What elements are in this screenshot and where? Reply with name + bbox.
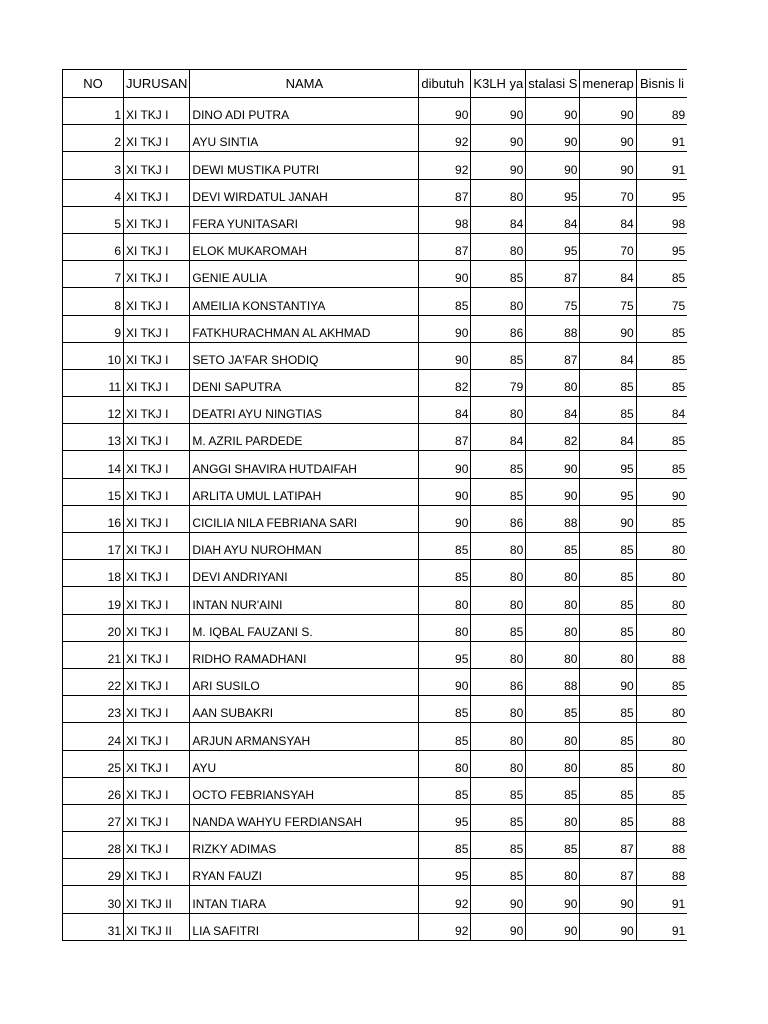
cell-score-1[interactable]: 92 bbox=[419, 886, 471, 913]
cell-score-4[interactable]: 84 bbox=[580, 424, 636, 451]
cell-no[interactable]: 19 bbox=[63, 587, 124, 614]
cell-score-5[interactable]: 95 bbox=[636, 179, 687, 206]
cell-score-2[interactable]: 86 bbox=[471, 315, 526, 342]
table-row bbox=[63, 179, 688, 206]
cell-jurusan[interactable]: XI TKJ I bbox=[124, 98, 190, 125]
cell-nama[interactable]: INTAN NUR'AINI bbox=[190, 587, 419, 614]
cell-no[interactable]: 7 bbox=[63, 261, 124, 288]
cell-score-4[interactable]: 95 bbox=[580, 451, 636, 478]
cell-score-5[interactable]: 85 bbox=[636, 424, 687, 451]
cell-no[interactable]: 31 bbox=[63, 913, 124, 940]
table-row bbox=[63, 206, 688, 233]
cell-score-1[interactable]: 90 bbox=[419, 668, 471, 695]
cell-jurusan[interactable]: XI TKJ I bbox=[124, 505, 190, 532]
table-row bbox=[63, 533, 688, 560]
cell-score-4[interactable]: 85 bbox=[580, 777, 636, 804]
cell-nama[interactable]: AYU SINTIA bbox=[190, 125, 419, 152]
cell-score-4[interactable]: 90 bbox=[580, 315, 636, 342]
cell-score-4[interactable]: 85 bbox=[580, 696, 636, 723]
cell-score-5[interactable]: 90 bbox=[636, 478, 687, 505]
cell-score-5[interactable]: 80 bbox=[636, 750, 687, 777]
cell-no[interactable]: 8 bbox=[63, 288, 124, 315]
table-row bbox=[63, 342, 688, 369]
cell-score-2[interactable]: 80 bbox=[471, 288, 526, 315]
cell-score-2[interactable]: 80 bbox=[471, 533, 526, 560]
cell-score-4[interactable]: 75 bbox=[580, 288, 636, 315]
cell-score-2[interactable]: 85 bbox=[471, 614, 526, 641]
cell-score-2[interactable]: 86 bbox=[471, 505, 526, 532]
cell-score-1[interactable]: 87 bbox=[419, 233, 471, 260]
cell-nama[interactable]: M. AZRIL PARDEDE bbox=[190, 424, 419, 451]
cell-jurusan[interactable]: XI TKJ I bbox=[124, 641, 190, 668]
cell-score-1[interactable]: 90 bbox=[419, 261, 471, 288]
cell-score-5[interactable]: 91 bbox=[636, 913, 687, 940]
cell-score-5[interactable]: 80 bbox=[636, 560, 687, 587]
table-row bbox=[63, 424, 688, 451]
cell-score-4[interactable]: 84 bbox=[580, 342, 636, 369]
cell-score-3[interactable]: 75 bbox=[526, 288, 580, 315]
cell-no[interactable]: 12 bbox=[63, 397, 124, 424]
cell-score-1[interactable]: 85 bbox=[419, 288, 471, 315]
cell-nama[interactable]: LIA SAFITRI bbox=[190, 913, 419, 940]
cell-score-2[interactable]: 80 bbox=[471, 723, 526, 750]
cell-no[interactable]: 2 bbox=[63, 125, 124, 152]
table-row bbox=[63, 478, 688, 505]
cell-score-3[interactable]: 88 bbox=[526, 315, 580, 342]
cell-score-2[interactable]: 85 bbox=[471, 832, 526, 859]
cell-score-3[interactable]: 80 bbox=[526, 750, 580, 777]
cell-jurusan[interactable]: XI TKJ I bbox=[124, 478, 190, 505]
cell-score-5[interactable]: 88 bbox=[636, 832, 687, 859]
cell-score-1[interactable]: 95 bbox=[419, 641, 471, 668]
cell-score-5[interactable]: 80 bbox=[636, 614, 687, 641]
table-row bbox=[63, 641, 688, 668]
cell-score-4[interactable]: 90 bbox=[580, 152, 636, 179]
cell-no[interactable]: 16 bbox=[63, 505, 124, 532]
cell-score-5[interactable]: 80 bbox=[636, 723, 687, 750]
cell-score-1[interactable]: 98 bbox=[419, 206, 471, 233]
cell-jurusan[interactable]: XI TKJ I bbox=[124, 777, 190, 804]
cell-score-1[interactable]: 80 bbox=[419, 614, 471, 641]
cell-score-5[interactable]: 88 bbox=[636, 641, 687, 668]
cell-score-1[interactable]: 87 bbox=[419, 179, 471, 206]
cell-score-5[interactable]: 80 bbox=[636, 533, 687, 560]
cell-no[interactable]: 14 bbox=[63, 451, 124, 478]
cell-score-5[interactable]: 85 bbox=[636, 369, 687, 396]
cell-score-3[interactable]: 90 bbox=[526, 125, 580, 152]
cell-score-4[interactable]: 84 bbox=[580, 206, 636, 233]
table-row bbox=[63, 233, 688, 260]
cell-nama[interactable]: RYAN FAUZI bbox=[190, 859, 419, 886]
cell-score-1[interactable]: 85 bbox=[419, 832, 471, 859]
cell-jurusan[interactable]: XI TKJ I bbox=[124, 206, 190, 233]
cell-score-3[interactable]: 88 bbox=[526, 668, 580, 695]
cell-score-4[interactable]: 70 bbox=[580, 233, 636, 260]
table-row bbox=[63, 750, 688, 777]
cell-score-3[interactable]: 80 bbox=[526, 560, 580, 587]
cell-score-1[interactable]: 80 bbox=[419, 587, 471, 614]
cell-score-1[interactable]: 80 bbox=[419, 750, 471, 777]
header-row bbox=[63, 70, 688, 98]
cell-score-4[interactable]: 85 bbox=[580, 560, 636, 587]
header-score-4[interactable]: menerap bbox=[580, 70, 636, 98]
cell-score-4[interactable]: 95 bbox=[580, 478, 636, 505]
cell-nama[interactable]: ARJUN ARMANSYAH bbox=[190, 723, 419, 750]
cell-score-3[interactable]: 90 bbox=[526, 152, 580, 179]
cell-score-3[interactable]: 90 bbox=[526, 886, 580, 913]
cell-no[interactable]: 22 bbox=[63, 668, 124, 695]
cell-score-4[interactable]: 90 bbox=[580, 125, 636, 152]
cell-score-1[interactable]: 85 bbox=[419, 723, 471, 750]
table-row bbox=[63, 777, 688, 804]
cell-score-2[interactable]: 80 bbox=[471, 641, 526, 668]
cell-score-4[interactable]: 85 bbox=[580, 750, 636, 777]
cell-score-3[interactable]: 82 bbox=[526, 424, 580, 451]
cell-score-2[interactable]: 80 bbox=[471, 587, 526, 614]
cell-jurusan[interactable]: XI TKJ I bbox=[124, 804, 190, 831]
cell-nama[interactable]: GENIE AULIA bbox=[190, 261, 419, 288]
cell-no[interactable]: 30 bbox=[63, 886, 124, 913]
cell-nama[interactable]: ARLITA UMUL LATIPAH bbox=[190, 478, 419, 505]
cell-nama[interactable]: M. IQBAL FAUZANI S. bbox=[190, 614, 419, 641]
cell-score-2[interactable]: 80 bbox=[471, 696, 526, 723]
cell-score-5[interactable]: 85 bbox=[636, 777, 687, 804]
cell-score-2[interactable]: 85 bbox=[471, 342, 526, 369]
cell-score-4[interactable]: 85 bbox=[580, 587, 636, 614]
cell-nama[interactable]: FATKHURACHMAN AL AKHMAD bbox=[190, 315, 419, 342]
cell-score-5[interactable]: 89 bbox=[636, 98, 687, 125]
cell-score-2[interactable]: 80 bbox=[471, 397, 526, 424]
cell-nama[interactable]: AAN SUBAKRI bbox=[190, 696, 419, 723]
cell-score-3[interactable]: 90 bbox=[526, 913, 580, 940]
cell-score-1[interactable]: 85 bbox=[419, 560, 471, 587]
cell-no[interactable]: 27 bbox=[63, 804, 124, 831]
cell-score-5[interactable]: 85 bbox=[636, 261, 687, 288]
cell-score-5[interactable]: 80 bbox=[636, 587, 687, 614]
cell-no[interactable]: 9 bbox=[63, 315, 124, 342]
cell-score-1[interactable]: 90 bbox=[419, 315, 471, 342]
cell-score-1[interactable]: 85 bbox=[419, 533, 471, 560]
cell-score-5[interactable]: 95 bbox=[636, 233, 687, 260]
cell-score-2[interactable]: 85 bbox=[471, 451, 526, 478]
cell-no[interactable]: 18 bbox=[63, 560, 124, 587]
cell-jurusan[interactable]: XI TKJ I bbox=[124, 397, 190, 424]
table-row bbox=[63, 261, 688, 288]
cell-jurusan[interactable]: XI TKJ I bbox=[124, 261, 190, 288]
cell-nama[interactable]: AMEILIA KONSTANTIYA bbox=[190, 288, 419, 315]
cell-score-5[interactable]: 98 bbox=[636, 206, 687, 233]
cell-jurusan[interactable]: XI TKJ I bbox=[124, 614, 190, 641]
cell-nama[interactable]: ELOK MUKAROMAH bbox=[190, 233, 419, 260]
cell-score-4[interactable]: 90 bbox=[580, 505, 636, 532]
cell-score-5[interactable]: 85 bbox=[636, 342, 687, 369]
table-row bbox=[63, 804, 688, 831]
cell-score-1[interactable]: 95 bbox=[419, 859, 471, 886]
cell-score-2[interactable]: 85 bbox=[471, 859, 526, 886]
cell-score-1[interactable]: 90 bbox=[419, 98, 471, 125]
cell-score-3[interactable]: 85 bbox=[526, 832, 580, 859]
table-row bbox=[63, 369, 688, 396]
cell-no[interactable]: 21 bbox=[63, 641, 124, 668]
header-score-2[interactable]: K3LH ya bbox=[471, 70, 526, 98]
cell-score-1[interactable]: 92 bbox=[419, 152, 471, 179]
cell-nama[interactable]: DEVI WIRDATUL JANAH bbox=[190, 179, 419, 206]
cell-score-3[interactable]: 80 bbox=[526, 614, 580, 641]
cell-score-5[interactable]: 84 bbox=[636, 397, 687, 424]
cell-score-2[interactable]: 80 bbox=[471, 560, 526, 587]
cell-nama[interactable]: INTAN TIARA bbox=[190, 886, 419, 913]
header-score-3[interactable]: stalasi S bbox=[526, 70, 580, 98]
cell-nama[interactable]: DEVI ANDRIYANI bbox=[190, 560, 419, 587]
table-row bbox=[63, 451, 688, 478]
cell-jurusan[interactable]: XI TKJ I bbox=[124, 424, 190, 451]
cell-score-4[interactable]: 85 bbox=[580, 614, 636, 641]
cell-jurusan[interactable]: XI TKJ I bbox=[124, 859, 190, 886]
cell-nama[interactable]: DIAH AYU NUROHMAN bbox=[190, 533, 419, 560]
cell-no[interactable]: 28 bbox=[63, 832, 124, 859]
table-row bbox=[63, 859, 688, 886]
cell-score-3[interactable]: 87 bbox=[526, 261, 580, 288]
cell-no[interactable]: 25 bbox=[63, 750, 124, 777]
grades-table bbox=[62, 69, 687, 941]
table-row bbox=[63, 98, 688, 125]
cell-score-2[interactable]: 90 bbox=[471, 125, 526, 152]
table-row bbox=[63, 913, 688, 940]
cell-score-2[interactable]: 90 bbox=[471, 913, 526, 940]
cell-jurusan[interactable]: XI TKJ I bbox=[124, 342, 190, 369]
cell-score-1[interactable]: 87 bbox=[419, 424, 471, 451]
cell-score-1[interactable]: 90 bbox=[419, 478, 471, 505]
cell-score-4[interactable]: 90 bbox=[580, 913, 636, 940]
cell-score-3[interactable]: 95 bbox=[526, 179, 580, 206]
header-score-1[interactable]: dibutuh bbox=[419, 70, 471, 98]
cell-score-5[interactable]: 88 bbox=[636, 859, 687, 886]
cell-score-5[interactable]: 91 bbox=[636, 125, 687, 152]
cell-jurusan[interactable]: XI TKJ II bbox=[124, 886, 190, 913]
cell-score-4[interactable]: 84 bbox=[580, 261, 636, 288]
cell-score-3[interactable]: 90 bbox=[526, 451, 580, 478]
table-row bbox=[63, 397, 688, 424]
cell-score-1[interactable]: 92 bbox=[419, 125, 471, 152]
table-row bbox=[63, 288, 688, 315]
cell-score-2[interactable]: 85 bbox=[471, 777, 526, 804]
table-row bbox=[63, 315, 688, 342]
cell-no[interactable]: 24 bbox=[63, 723, 124, 750]
cell-score-2[interactable]: 80 bbox=[471, 233, 526, 260]
cell-score-2[interactable]: 84 bbox=[471, 206, 526, 233]
cell-score-3[interactable]: 85 bbox=[526, 696, 580, 723]
cell-nama[interactable]: ANGGI SHAVIRA HUTDAIFAH bbox=[190, 451, 419, 478]
cell-jurusan[interactable]: XI TKJ II bbox=[124, 913, 190, 940]
cell-score-1[interactable]: 82 bbox=[419, 369, 471, 396]
cell-score-3[interactable]: 80 bbox=[526, 587, 580, 614]
cell-nama[interactable]: FERA YUNITASARI bbox=[190, 206, 419, 233]
cell-nama[interactable]: ARI SUSILO bbox=[190, 668, 419, 695]
cell-score-5[interactable]: 85 bbox=[636, 505, 687, 532]
cell-nama[interactable]: RIDHO RAMADHANI bbox=[190, 641, 419, 668]
cell-score-1[interactable]: 90 bbox=[419, 342, 471, 369]
cell-score-4[interactable]: 70 bbox=[580, 179, 636, 206]
cell-nama[interactable]: AYU bbox=[190, 750, 419, 777]
cell-score-4[interactable]: 90 bbox=[580, 98, 636, 125]
cell-score-3[interactable]: 80 bbox=[526, 859, 580, 886]
cell-score-5[interactable]: 75 bbox=[636, 288, 687, 315]
cell-score-5[interactable]: 85 bbox=[636, 668, 687, 695]
cell-jurusan[interactable]: XI TKJ I bbox=[124, 179, 190, 206]
table-row bbox=[63, 723, 688, 750]
cell-score-2[interactable]: 90 bbox=[471, 152, 526, 179]
cell-nama[interactable]: NANDA WAHYU FERDIANSAH bbox=[190, 804, 419, 831]
cell-no[interactable]: 17 bbox=[63, 533, 124, 560]
cell-no[interactable]: 15 bbox=[63, 478, 124, 505]
cell-jurusan[interactable]: XI TKJ I bbox=[124, 125, 190, 152]
table-row bbox=[63, 886, 688, 913]
header-jurusan[interactable]: JURUSAN bbox=[124, 70, 190, 98]
cell-score-1[interactable]: 90 bbox=[419, 451, 471, 478]
cell-score-4[interactable]: 85 bbox=[580, 723, 636, 750]
cell-nama[interactable]: OCTO FEBRIANSYAH bbox=[190, 777, 419, 804]
cell-nama[interactable]: DEWI MUSTIKA PUTRI bbox=[190, 152, 419, 179]
cell-score-3[interactable]: 84 bbox=[526, 397, 580, 424]
cell-score-2[interactable]: 90 bbox=[471, 98, 526, 125]
table-row bbox=[63, 696, 688, 723]
cell-no[interactable]: 20 bbox=[63, 614, 124, 641]
cell-score-3[interactable]: 80 bbox=[526, 641, 580, 668]
cell-no[interactable]: 11 bbox=[63, 369, 124, 396]
cell-score-3[interactable]: 80 bbox=[526, 804, 580, 831]
cell-score-1[interactable]: 84 bbox=[419, 397, 471, 424]
cell-score-5[interactable]: 91 bbox=[636, 152, 687, 179]
table-row bbox=[63, 614, 688, 641]
table-row bbox=[63, 587, 688, 614]
cell-score-4[interactable]: 85 bbox=[580, 804, 636, 831]
cell-score-3[interactable]: 85 bbox=[526, 533, 580, 560]
cell-score-4[interactable]: 80 bbox=[580, 641, 636, 668]
cell-no[interactable]: 3 bbox=[63, 152, 124, 179]
cell-no[interactable]: 29 bbox=[63, 859, 124, 886]
cell-jurusan[interactable]: XI TKJ I bbox=[124, 533, 190, 560]
cell-score-2[interactable]: 85 bbox=[471, 478, 526, 505]
cell-score-5[interactable]: 80 bbox=[636, 696, 687, 723]
cell-score-3[interactable]: 95 bbox=[526, 233, 580, 260]
cell-jurusan[interactable]: XI TKJ I bbox=[124, 587, 190, 614]
cell-no[interactable]: 23 bbox=[63, 696, 124, 723]
cell-jurusan[interactable]: XI TKJ I bbox=[124, 451, 190, 478]
cell-score-3[interactable]: 80 bbox=[526, 369, 580, 396]
cell-score-3[interactable]: 84 bbox=[526, 206, 580, 233]
cell-score-1[interactable]: 92 bbox=[419, 913, 471, 940]
cell-score-5[interactable]: 88 bbox=[636, 804, 687, 831]
cell-score-2[interactable]: 79 bbox=[471, 369, 526, 396]
cell-score-4[interactable]: 85 bbox=[580, 533, 636, 560]
cell-score-1[interactable]: 90 bbox=[419, 505, 471, 532]
cell-nama[interactable]: SETO JA'FAR SHODIQ bbox=[190, 342, 419, 369]
cell-nama[interactable]: RIZKY ADIMAS bbox=[190, 832, 419, 859]
cell-jurusan[interactable]: XI TKJ I bbox=[124, 696, 190, 723]
cell-score-4[interactable]: 90 bbox=[580, 886, 636, 913]
cell-score-2[interactable]: 86 bbox=[471, 668, 526, 695]
header-score-5[interactable]: Bisnis li bbox=[636, 70, 687, 98]
table-row bbox=[63, 560, 688, 587]
cell-score-3[interactable]: 80 bbox=[526, 723, 580, 750]
cell-no[interactable]: 6 bbox=[63, 233, 124, 260]
cell-score-3[interactable]: 90 bbox=[526, 478, 580, 505]
cell-jurusan[interactable]: XI TKJ I bbox=[124, 560, 190, 587]
cell-score-3[interactable]: 88 bbox=[526, 505, 580, 532]
cell-jurusan[interactable]: XI TKJ I bbox=[124, 288, 190, 315]
cell-jurusan[interactable]: XI TKJ I bbox=[124, 668, 190, 695]
cell-no[interactable]: 26 bbox=[63, 777, 124, 804]
cell-nama[interactable]: DINO ADI PUTRA bbox=[190, 98, 419, 125]
table-row bbox=[63, 505, 688, 532]
cell-score-5[interactable]: 91 bbox=[636, 886, 687, 913]
cell-jurusan[interactable]: XI TKJ I bbox=[124, 832, 190, 859]
cell-score-2[interactable]: 85 bbox=[471, 261, 526, 288]
cell-score-3[interactable]: 87 bbox=[526, 342, 580, 369]
cell-jurusan[interactable]: XI TKJ I bbox=[124, 152, 190, 179]
cell-score-1[interactable]: 85 bbox=[419, 696, 471, 723]
cell-score-2[interactable]: 85 bbox=[471, 804, 526, 831]
cell-score-4[interactable]: 85 bbox=[580, 397, 636, 424]
table-row bbox=[63, 832, 688, 859]
cell-score-4[interactable]: 90 bbox=[580, 668, 636, 695]
cell-score-5[interactable]: 85 bbox=[636, 451, 687, 478]
cell-score-3[interactable]: 85 bbox=[526, 777, 580, 804]
cell-jurusan[interactable]: XI TKJ I bbox=[124, 723, 190, 750]
cell-no[interactable]: 13 bbox=[63, 424, 124, 451]
cell-no[interactable]: 10 bbox=[63, 342, 124, 369]
cell-score-2[interactable]: 90 bbox=[471, 886, 526, 913]
cell-nama[interactable]: DENI SAPUTRA bbox=[190, 369, 419, 396]
cell-no[interactable]: 5 bbox=[63, 206, 124, 233]
cell-jurusan[interactable]: XI TKJ I bbox=[124, 369, 190, 396]
cell-nama[interactable]: DEATRI AYU NINGTIAS bbox=[190, 397, 419, 424]
cell-jurusan[interactable]: XI TKJ I bbox=[124, 315, 190, 342]
header-no[interactable]: NO bbox=[63, 70, 124, 98]
header-nama[interactable]: NAMA bbox=[190, 70, 419, 98]
cell-score-2[interactable]: 84 bbox=[471, 424, 526, 451]
table-row bbox=[63, 668, 688, 695]
cell-no[interactable]: 1 bbox=[63, 98, 124, 125]
table-body bbox=[63, 98, 688, 941]
cell-score-2[interactable]: 80 bbox=[471, 750, 526, 777]
cell-score-5[interactable]: 85 bbox=[636, 315, 687, 342]
cell-jurusan[interactable]: XI TKJ I bbox=[124, 233, 190, 260]
cell-score-4[interactable]: 87 bbox=[580, 832, 636, 859]
cell-score-1[interactable]: 95 bbox=[419, 804, 471, 831]
cell-no[interactable]: 4 bbox=[63, 179, 124, 206]
table-row bbox=[63, 125, 688, 152]
cell-score-2[interactable]: 80 bbox=[471, 179, 526, 206]
cell-jurusan[interactable]: XI TKJ I bbox=[124, 750, 190, 777]
cell-score-4[interactable]: 87 bbox=[580, 859, 636, 886]
cell-score-1[interactable]: 85 bbox=[419, 777, 471, 804]
cell-nama[interactable]: CICILIA NILA FEBRIANA SARI bbox=[190, 505, 419, 532]
cell-score-4[interactable]: 85 bbox=[580, 369, 636, 396]
cell-score-3[interactable]: 90 bbox=[526, 98, 580, 125]
table-row bbox=[63, 152, 688, 179]
